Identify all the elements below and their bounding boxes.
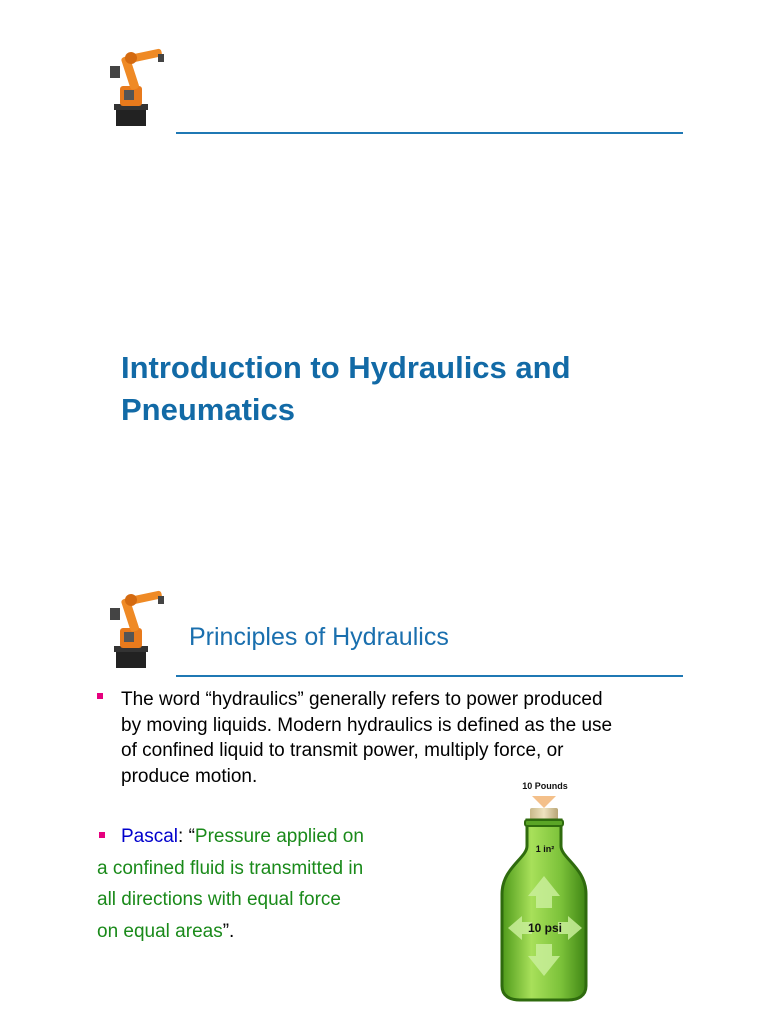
bullet-hydraulics-definition [121, 687, 701, 789]
robot-arm-logo [106, 46, 168, 128]
title-line-2: Pneumatics [121, 392, 296, 427]
bullet-line: by moving liquids. Modern hydraulics is defined as the use [121, 714, 613, 736]
pascal-name: Pascal [121, 826, 179, 847]
pascal-quote-line-4: on equal areas [97, 920, 223, 942]
pascal-quote-part-1: Pressure applied on [194, 826, 364, 847]
pascal-line-4 [97, 916, 417, 948]
pascal-principle [97, 821, 417, 947]
bullet-marker-1 [97, 693, 103, 699]
bullet-line: The word “hydraulics” generally refers to power produced [121, 689, 603, 710]
pascal-colon: : “ [178, 826, 195, 847]
pascal-closing: ”. [222, 920, 235, 942]
section-rule [176, 675, 683, 677]
force-label: 10 Pounds [522, 781, 568, 791]
pascal-bottle-figure [490, 776, 600, 1002]
area-label: 1 in² [535, 844, 555, 854]
slide-title [121, 347, 721, 431]
pascal-quote-line-2: a confined fluid is transmitted in [97, 857, 364, 879]
force-arrow-icon [532, 796, 556, 808]
bullet-line: produce motion. [121, 765, 258, 787]
bullet-line: of confined liquid to transmit power, multiply force, or [121, 740, 564, 761]
pascal-line-1 [97, 821, 417, 853]
pascal-quote-line-3: all directions with equal force [97, 889, 341, 910]
section-heading: Principles of Hydraulics [189, 623, 449, 651]
title-line-1: Introduction to Hydraulics and [121, 350, 571, 385]
header-rule [176, 132, 683, 134]
robot-arm-logo-2 [106, 588, 168, 670]
pressure-label: 10 psi [527, 921, 563, 935]
